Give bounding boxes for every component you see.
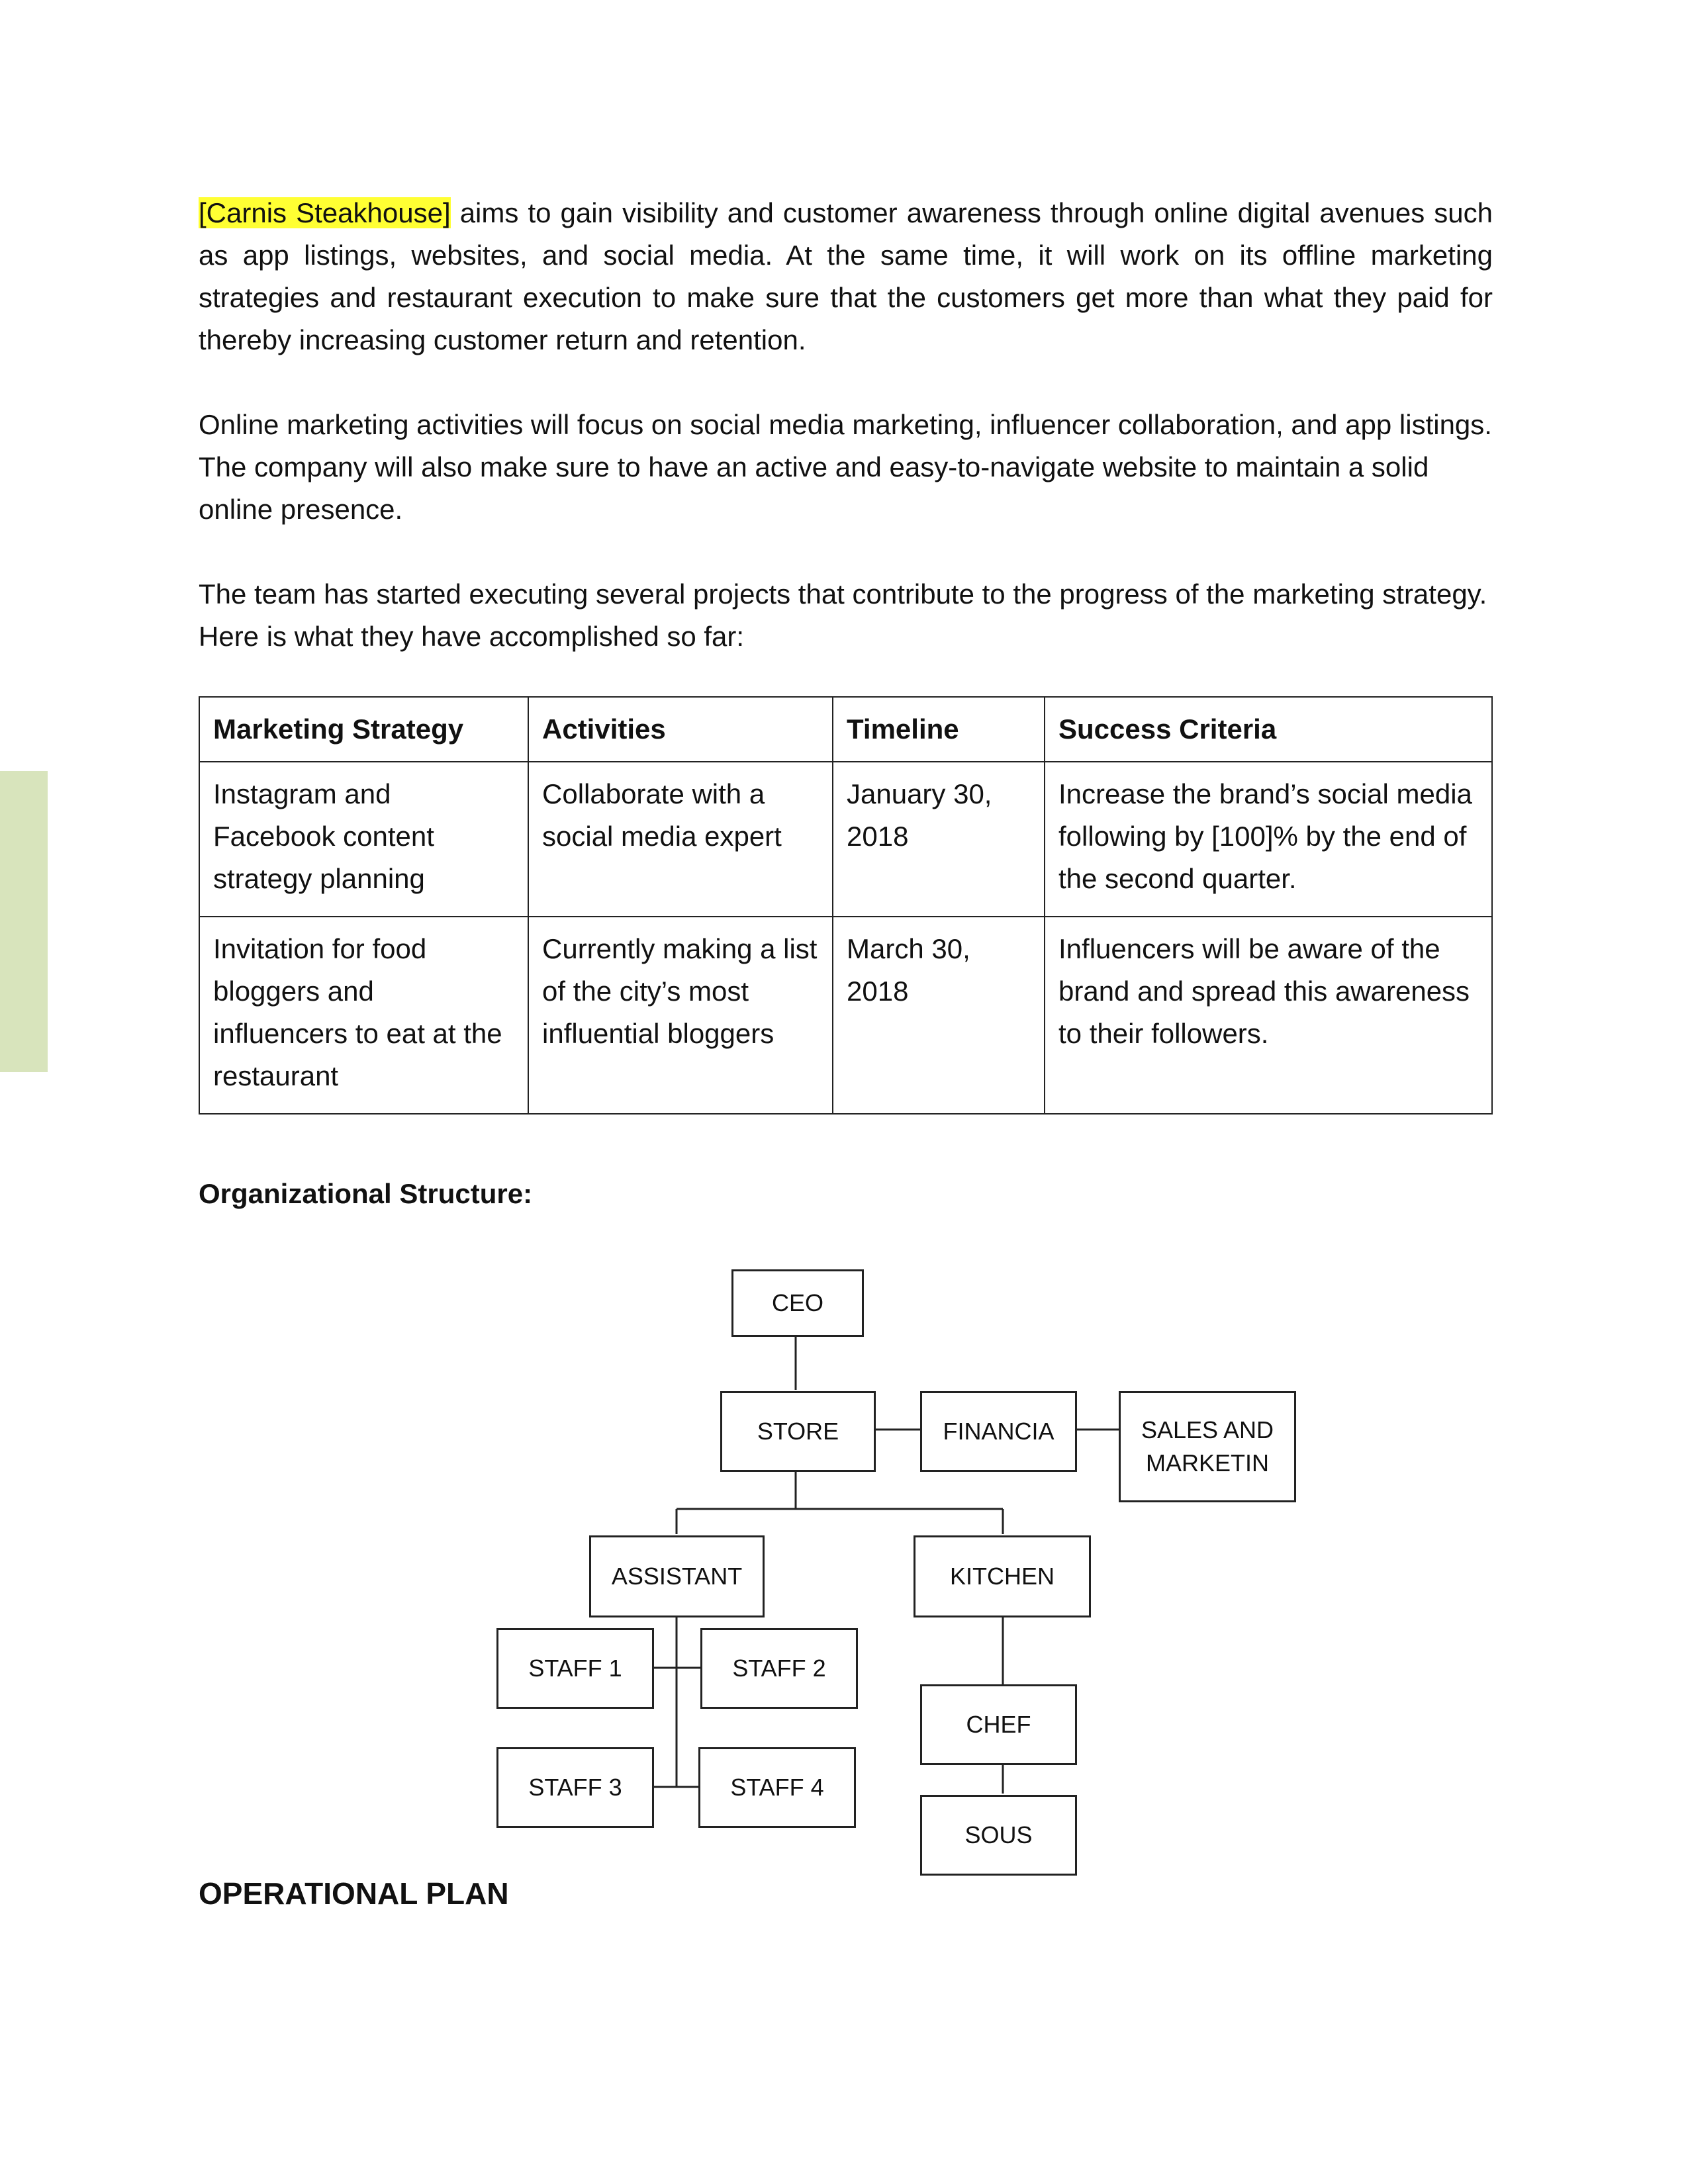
- intro-paragraph-2: Online marketing activities will focus on social media marketing, influencer collaboration, and app listings. The company will also make sure to have an active and easy-to-navigate website to maintain a solid online presence.: [199, 409, 1492, 525]
- table-header-cell: Timeline: [833, 697, 1045, 762]
- table-cell: Increase the brand’s social media following by [100]% by the end of the second quarter.: [1045, 762, 1492, 917]
- org-box-assistant: ASSISTANT: [589, 1535, 765, 1617]
- intro-paragraph-3: The team has started executing several projects that contribute to the progress of the marketing strategy. Here is what they have accomplished so far:: [199, 578, 1487, 652]
- table-header-cell: Activities: [528, 697, 833, 762]
- org-box-financia: FINANCIA: [920, 1391, 1077, 1472]
- table-cell: Invitation for food bloggers and influencers to eat at the restaurant: [199, 917, 528, 1114]
- side-tab: [0, 771, 48, 1072]
- table-cell: Collaborate with a social media expert: [528, 762, 833, 917]
- table-header-cell: Marketing Strategy: [199, 697, 528, 762]
- table-row: [199, 917, 1492, 1114]
- org-box-staff-2: STAFF 2: [700, 1628, 858, 1709]
- org-box-store: STORE: [720, 1391, 876, 1472]
- org-box-ceo: CEO: [731, 1269, 864, 1337]
- table-header-cell: Success Criteria: [1045, 697, 1492, 762]
- marketing-strategy-table: [199, 696, 1493, 1115]
- company-name-highlight: [Carnis Steakhouse]: [199, 197, 451, 228]
- document-body: [199, 192, 1493, 1115]
- intro-paragraph-1: [199, 192, 1493, 361]
- table-cell: March 30, 2018: [833, 917, 1045, 1114]
- table-cell: Currently making a list of the city’s most influential bloggers: [528, 917, 833, 1114]
- table-cell: Instagram and Facebook content strategy planning: [199, 762, 528, 917]
- intro-paragraph-1-text: aims to gain visibility and customer awareness through online digital avenues such as app listings, websites, and social media. At the same time, it will work on its offline marketing strategies and restaurant execution to make sure that the customers get more than what they paid for thereby increasing customer return and retention.: [199, 197, 1493, 355]
- org-box-staff-1: STAFF 1: [496, 1628, 654, 1709]
- org-box-sous: SOUS: [920, 1795, 1077, 1876]
- table-header-row: [199, 697, 1492, 762]
- table-row: [199, 762, 1492, 917]
- org-box-sales-marketing: SALES AND MARKETIN: [1119, 1391, 1296, 1502]
- org-box-staff-4: STAFF 4: [698, 1747, 856, 1828]
- table-cell: January 30, 2018: [833, 762, 1045, 917]
- org-box-chef: CHEF: [920, 1684, 1077, 1765]
- org-structure-heading: Organizational Structure:: [199, 1178, 533, 1209]
- operational-plan-heading: OPERATIONAL PLAN: [199, 1876, 509, 1911]
- table-cell: Influencers will be aware of the brand and spread this awareness to their followers.: [1045, 917, 1492, 1114]
- org-box-kitchen: KITCHEN: [914, 1535, 1091, 1617]
- org-box-staff-3: STAFF 3: [496, 1747, 654, 1828]
